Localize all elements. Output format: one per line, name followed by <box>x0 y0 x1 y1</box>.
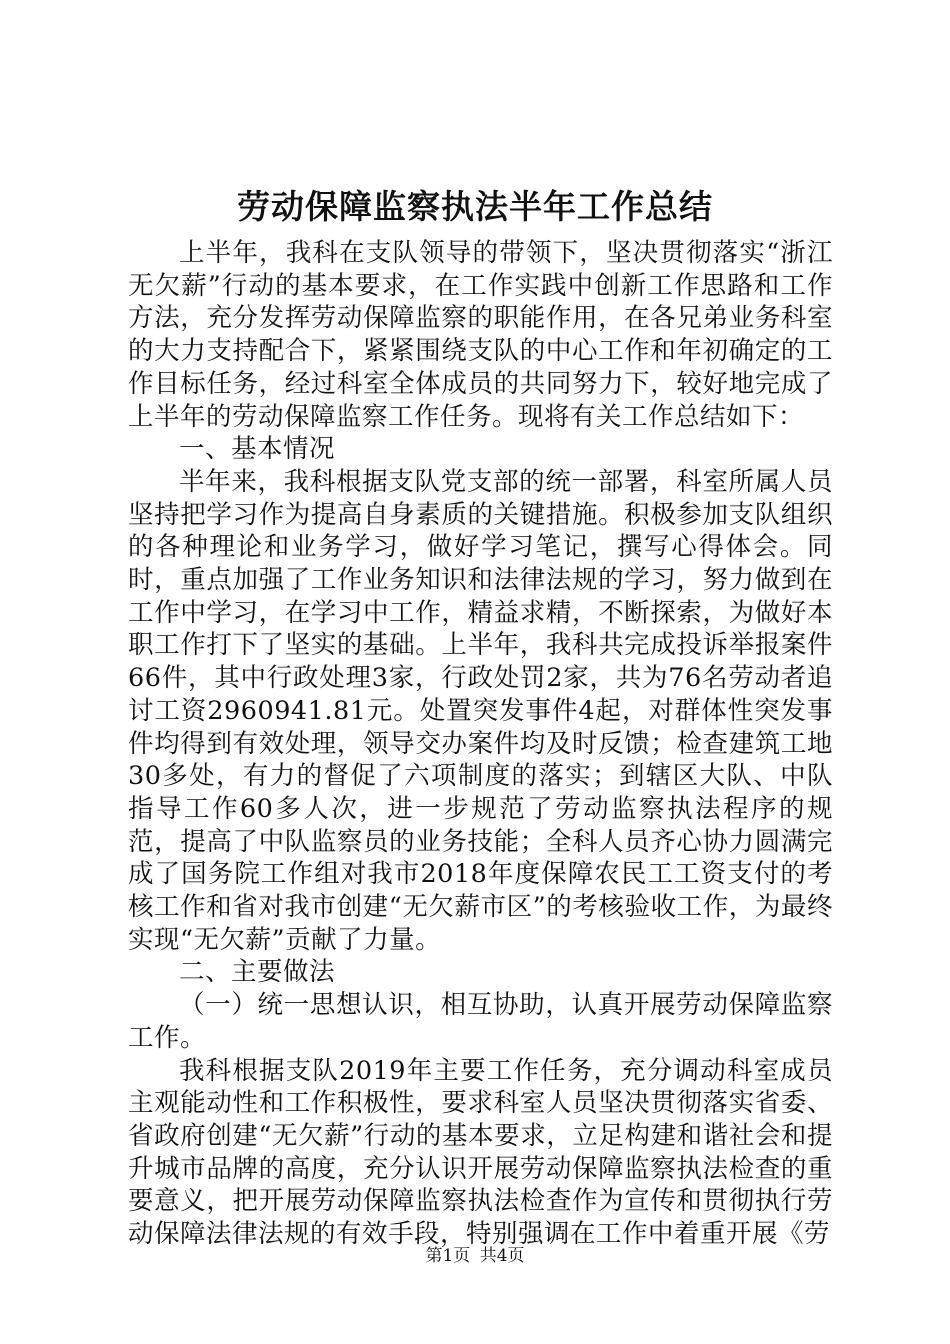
page-total: 共4页 <box>479 1246 525 1266</box>
document-title: 劳动保障监察执法半年工作总结 <box>237 187 713 226</box>
paragraph-intro: 上半年，我科在支队领导的带领下，坚决贯彻落实“浙江无欠薪”行动的基本要求，在工作实践中创新工作思路和工作方法，充分发挥劳动保障监察的职能作用，在各兄弟业务科室的大力支持配合下，紧紧围绕支队的中心工作和年初确定的工作目标任务，经过科室全体成员的共同努力下，较好地完成了上半年的劳动保障监察工作任务。现将有关工作总结如下： <box>128 238 833 432</box>
subsection-heading-one: （一）统一思想认识，相互协助，认真开展劳动保障监察工作。 <box>128 990 833 1053</box>
paragraph-basic-situation: 半年来，我科根据支队党支部的统一部署，科室所属人员坚持把学习作为提高自身素质的关键措施。积极参加支队组织的各种理论和业务学习，做好学习笔记，撰写心得体会。同时，重点加强了工作业务知识和法律法规的学习，努力做到在工作中学习，在学习中工作，精益求精，不断探索，为做好本职工作打下了坚实的基础。上半年，我科共完成投诉举报案件66件，其中行政处理3家，行政处罚2家，共为76名劳动者追讨工资2960941.81元。处置突发事件4起，对群体性突发事件均得到有效处理，领导交办案件均及时反馈；检查建筑工地30多处，有力的督促了六项制度的落实；到辖区大队、中队指导工作60多人次，进一步规范了劳动监察执法程序的规范，提高了中队监察员的业务技能；全科人员齐心协力圆满完成了国务院工作组对我市2018年度保障农民工工资支付的考核工作和省对我市创建“无欠薪市区”的考核验收工作，为最终实现“无欠薪”贡献了力量。 <box>128 466 833 955</box>
section-heading-basic: 一、基本情况 <box>179 434 336 465</box>
paragraph-methods: 我科根据支队2019年主要工作任务，充分调动科室成员主观能动性和工作积极性，要求科室人员坚决贯彻落实省委、省政府创建“无欠薪”行动的基本要求，立足构建和谐社会和提升城市品牌的高度，充分认识开展劳动保障监察执法检查的重要意义，把开展劳动保障监察执法检查作为宣传和贯彻执行劳动保障法律法规的有效手段，特别强调在工作中着重开展《劳 <box>128 1055 833 1250</box>
page-number: 第1页 <box>425 1246 471 1266</box>
document-body <box>128 237 833 1251</box>
page-footer <box>0 1244 950 1268</box>
section-heading-methods: 二、主要做法 <box>179 957 336 988</box>
